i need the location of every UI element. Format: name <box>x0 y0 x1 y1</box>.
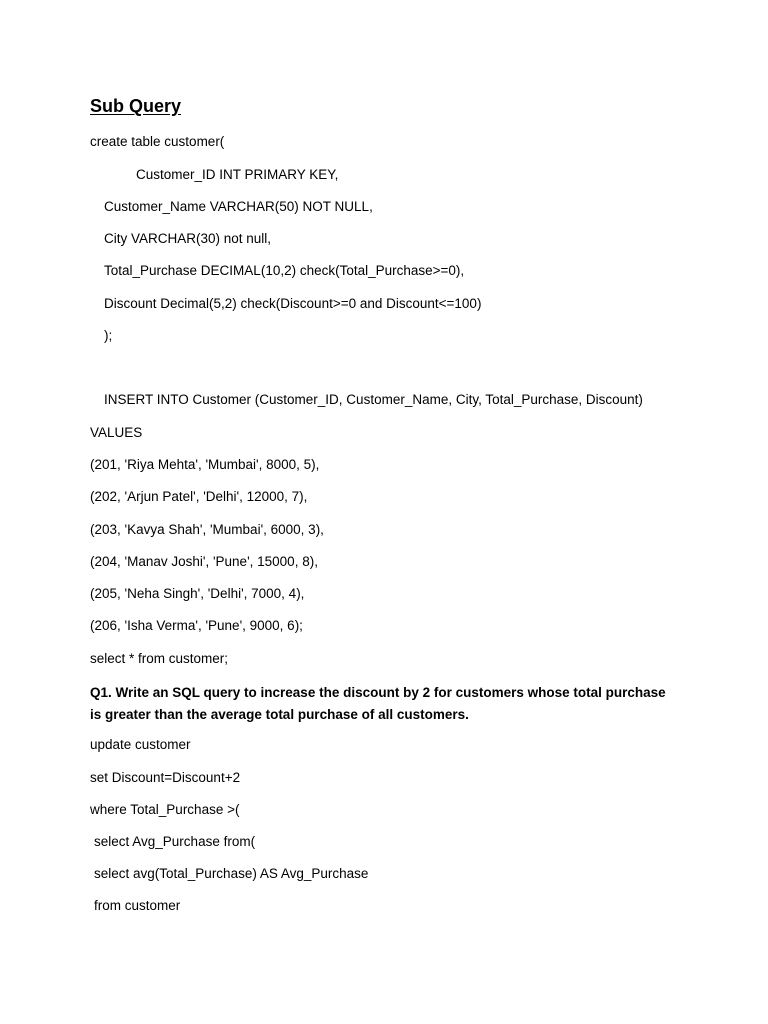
code-line-row-201: (201, 'Riya Mehta', 'Mumbai', 8000, 5), <box>90 457 320 472</box>
code-line-row-202: (202, 'Arjun Patel', 'Delhi', 12000, 7), <box>90 489 308 504</box>
code-line-insert-into: INSERT INTO Customer (Customer_ID, Customer_Name, City, Total_Purchase, Discount) <box>104 392 643 407</box>
code-line-city: City VARCHAR(30) not null, <box>104 231 272 246</box>
code-line-create-table: create table customer( <box>90 134 225 149</box>
code-line-select-avg-purchase: select Avg_Purchase from( <box>94 834 256 849</box>
code-line-customer-name: Customer_Name VARCHAR(50) NOT NULL, <box>104 199 373 214</box>
code-line-where: where Total_Purchase >( <box>90 802 240 817</box>
code-line-select-all: select * from customer; <box>90 651 229 666</box>
code-line-row-205: (205, 'Neha Singh', 'Delhi', 7000, 4), <box>90 586 305 601</box>
code-line-update: update customer <box>90 737 191 752</box>
question-q1: Q1. Write an SQL query to increase the discount by 2 for customers whose total purchase is greater than the average total purchase of all customers. <box>90 685 666 722</box>
code-line-row-204: (204, 'Manav Joshi', 'Pune', 15000, 8), <box>90 554 318 569</box>
code-line-select-avg: select avg(Total_Purchase) AS Avg_Purchase <box>94 866 369 881</box>
code-line-total-purchase: Total_Purchase DECIMAL(10,2) check(Total_Purchase>=0), <box>104 263 465 278</box>
code-line-from-customer: from customer <box>94 898 181 913</box>
code-line-set: set Discount=Discount+2 <box>90 770 241 785</box>
code-line-values: VALUES <box>90 425 143 440</box>
page-title: Sub Query <box>90 96 182 116</box>
code-line-row-203: (203, 'Kavya Shah', 'Mumbai', 6000, 3), <box>90 522 324 537</box>
code-line-close-paren: ); <box>104 328 113 343</box>
code-line-row-206: (206, 'Isha Verma', 'Pune', 9000, 6); <box>90 618 303 633</box>
code-line-customer-id: Customer_ID INT PRIMARY KEY, <box>136 167 339 182</box>
code-line-discount: Discount Decimal(5,2) check(Discount>=0 and Discount<=100) <box>104 296 482 311</box>
